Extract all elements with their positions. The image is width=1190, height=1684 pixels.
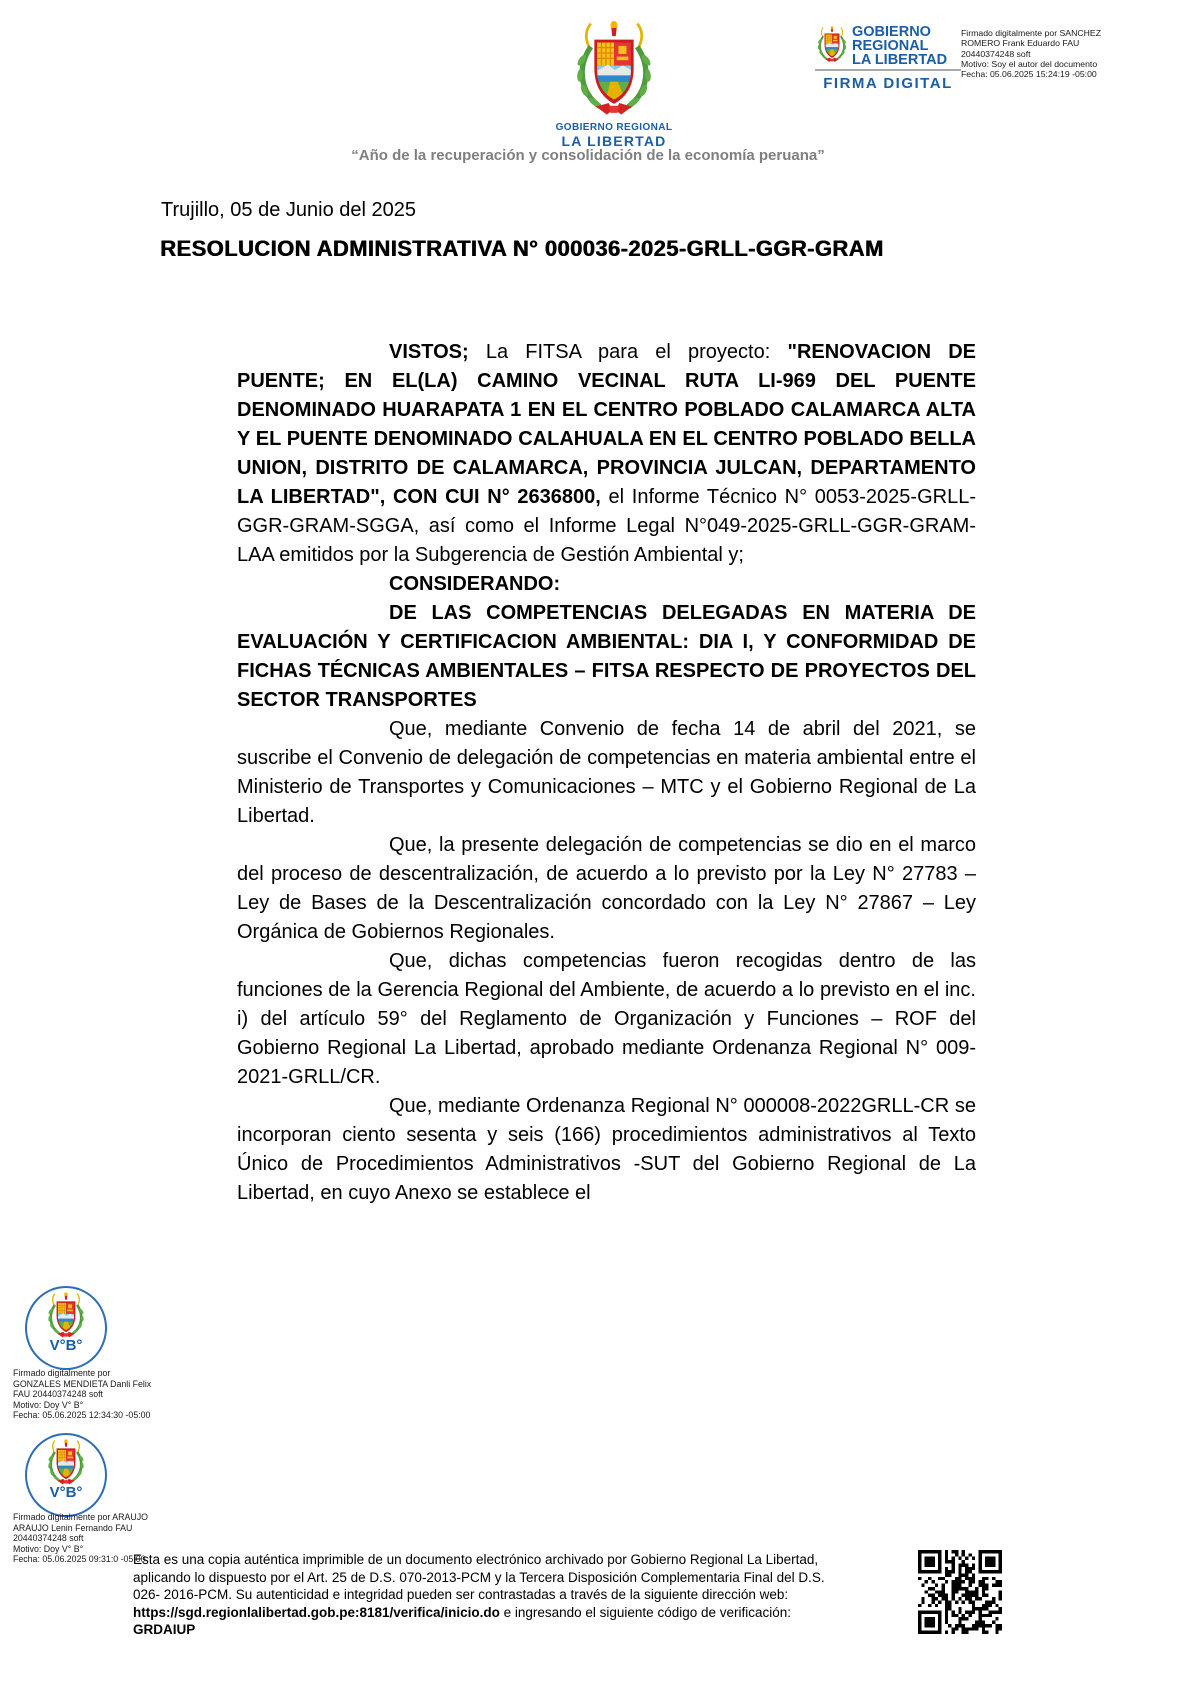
- vistos-tail-text: el Informe Técnico N° 0053-2025-GRLL-GGR-GRAM-SGGA, así como el Informe Legal N°049-2025-GRLL-GGR-GRAM-LAA emitidos por la Subgerencia de Gestión Ambiental y;: [237, 486, 976, 566]
- vistos-text: La FITSA para el proyecto:: [468, 341, 788, 363]
- paragraph-convenio: Que, mediante Convenio de fecha 14 de abril del 2021, se suscribe el Convenio de delegación de competencias en materia ambiental entre el Ministerio de Transportes y Comunicaciones – MTC y el Gobierno Regional de La Libertad.: [237, 718, 976, 827]
- firma-digital-stamp: [815, 25, 961, 92]
- vobo-label: V°B°: [49, 1337, 83, 1354]
- firma-stamp-org: [852, 25, 947, 67]
- place-date-line: Trujillo, 05 de Junio del 2025: [161, 199, 416, 221]
- stamp-detail-line: Motivo: Doy V° B°: [13, 1399, 84, 1410]
- document-body: [237, 338, 976, 1208]
- firma-stamp-org-line3: LA LIBERTAD: [852, 52, 948, 68]
- firma-detail-line: Motivo: Soy el autor del documento: [961, 58, 1098, 69]
- stamp-detail-line: FAU 20440374248 soft: [13, 1389, 103, 1400]
- stamp-detail-line: Motivo: Doy V° B°: [13, 1543, 84, 1554]
- coat-of-arms-icon: [44, 1439, 88, 1487]
- stamp-detail-line: GONZALES MENDIETA Danli Felix: [13, 1378, 152, 1389]
- paragraph-delegacion: Que, la presente delegación de competencias se dio en el marco del proceso de descentralización, de acuerdo a lo previsto por la Ley N° 27783 – Ley de Bases de la Descentralización concordado con la Ley N° 27867 – Ley Orgánica de Gobiernos Regionales.: [237, 834, 976, 943]
- qr-code: [918, 1550, 1002, 1634]
- coat-of-arms-icon: [815, 25, 849, 65]
- footer-line: Esta es una copia auténtica imprimible de un documento electrónico archivado por Gobierno Regional La Libertad,: [133, 1552, 819, 1567]
- firma-stamp-org-line2: REGIONAL: [852, 38, 929, 54]
- vobo-stamp-1: [25, 1286, 107, 1370]
- project-name-text: "RENOVACION DE PUENTE; EN EL(LA) CAMINO VECINAL RUTA LI-969 DEL PUENTE DENOMINADO HUARAPATA 1 EN EL CENTRO POBLADO CALAMARCA ALTA Y EL PUENTE DENOMINADO CALAHUALA EN EL CENTRO POBLADO BELLA UNION, DISTRITO DE CALAMARCA, PROVINCIA JULCAN, DEPARTAMENTO LA LIBERTAD", CON CUI N° 2636800,: [237, 341, 977, 508]
- stamp-detail-line: Firmado digitalmente por ARAUJO: [13, 1512, 148, 1522]
- stamp-detail-line: Firmado digitalmente por: [13, 1368, 111, 1378]
- competencias-heading-paragraph: DE LAS COMPETENCIAS DELEGADAS EN MATERIA DE EVALUACIÓN Y CERTIFICACION AMBIENTAL: DIA I, Y CONFORMIDAD DE FICHAS TÉCNICAS AMBIENTALES – FITSA RESPECTO DE PROYECTOS DEL SECTOR TRANSPORTES: [237, 602, 976, 711]
- vistos-paragraph: [237, 338, 976, 570]
- vobo-label: V°B°: [49, 1484, 83, 1501]
- footer-line: 026- 2016-PCM. Su autenticidad e integridad pueden ser contrastadas a través de la siguiente dirección web:: [133, 1587, 789, 1603]
- firma-stamp-details: [961, 28, 1146, 79]
- year-tagline: “Año de la recuperación y consolidación de la economía peruana”: [351, 147, 825, 164]
- footer-line: aplicando lo dispuesto por el Art. 25 de D.S. 070-2013-PCM y la Tercera Disposición Complementaria Final del D.S.: [133, 1569, 825, 1585]
- footer-line: [133, 1604, 915, 1622]
- footer-line-rest: e ingresando el siguiente código de verificación:: [499, 1604, 792, 1620]
- firma-digital-label: FIRMA DIGITAL: [823, 75, 953, 92]
- resolution-title: RESOLUCION ADMINISTRATIVA N° 000036-2025-GRLL-GGR-GRAM: [160, 236, 884, 261]
- stamp-detail-line: Fecha: 05.06.2025 12:34:30 -05:00: [13, 1410, 151, 1421]
- firma-detail-line: ROMERO Frank Eduardo FAU: [961, 38, 1080, 49]
- vobo-stamp-2-details: [13, 1512, 148, 1565]
- paragraph-ordenanza: Que, mediante Ordenanza Regional N° 000008-2022GRLL-CR se incorporan ciento sesenta y seis (166) procedimientos administrativos al Texto Único de Procedimientos Administrativos -SUT del Gobierno Regional de La Libertad, en cuyo Anexo se establece el: [237, 1095, 976, 1204]
- firma-detail-line: 20440374248 soft: [961, 48, 1031, 59]
- firma-stamp-divider: [815, 69, 961, 71]
- vobo-stamp-2: [25, 1433, 107, 1517]
- stamp-detail-line: 20440374248 soft: [13, 1533, 84, 1544]
- paragraph-competencias-rof: Que, dichas competencias fueron recogidas dentro de las funciones de la Gerencia Regional del Ambiente, de acuerdo a lo previsto en el inc. i) del artículo 59° del Reglamento de Organización y Funciones – ROF del Gobierno Regional La Libertad, aprobado mediante Ordenanza Regional N° 009-2021-GRLL/CR.: [237, 950, 976, 1088]
- verification-footer: [133, 1551, 915, 1639]
- verification-url: https://sgd.regionlalibertad.gob.pe:8181/verifica/inicio.do: [133, 1604, 500, 1620]
- coat-of-arms-icon: [44, 1292, 88, 1340]
- region-logo: [552, 20, 676, 149]
- org-name-line1: GOBIERNO REGIONAL: [555, 122, 673, 133]
- vobo-stamp-1-details: [13, 1368, 151, 1421]
- firma-detail-line: Fecha: 05.06.2025 15:24:19 -05:00: [961, 69, 1097, 80]
- stamp-detail-line: ARAUJO Lenin Fernando FAU: [13, 1522, 133, 1533]
- verification-code: GRDAIUP: [133, 1622, 196, 1638]
- stamp-detail-line: Fecha: 05.06.2025 09:31:0 -05:00: [13, 1554, 146, 1565]
- firma-detail-line: Firmado digitalmente por SANCHEZ: [961, 28, 1102, 38]
- org-name-line2: LA LIBERTAD: [561, 133, 667, 149]
- vistos-keyword: VISTOS;: [389, 341, 469, 363]
- firma-stamp-org-line1: GOBIERNO: [852, 24, 931, 40]
- coat-of-arms-icon: [568, 20, 660, 120]
- considerando-heading: CONSIDERANDO:: [389, 573, 561, 595]
